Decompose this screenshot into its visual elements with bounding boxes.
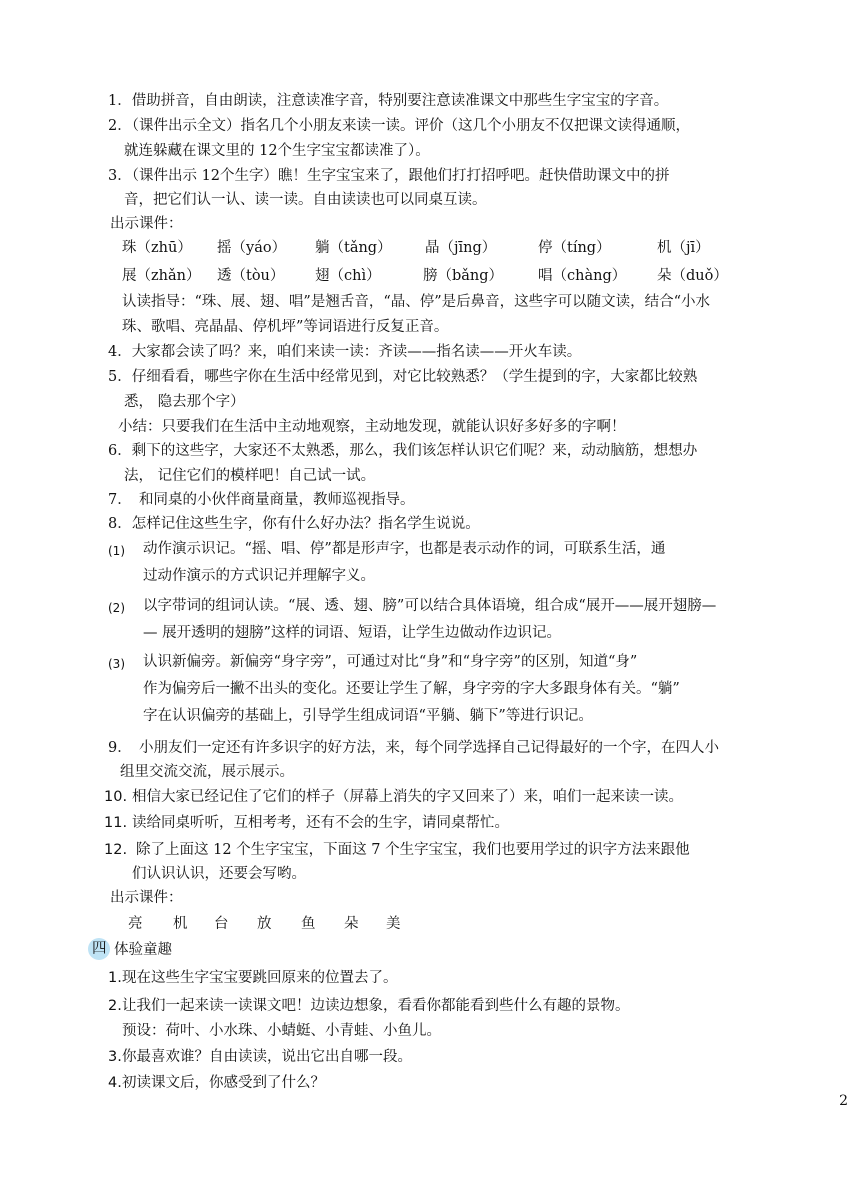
step-5-cont: 悉， 隐去那个字） — [124, 394, 245, 410]
section-title: 体验童趣 — [114, 942, 172, 958]
character: 美 — [386, 916, 401, 932]
sub-item-1-number: (1) — [108, 544, 125, 558]
show-courseware-label: 出示课件： — [110, 216, 183, 232]
show-courseware-label-2: 出示课件： — [110, 890, 183, 906]
page-number: 2 — [839, 1093, 848, 1109]
exp-2: 让我们一起来读一读课文吧！边读边想象，看看你都能看到些什么有趣的景物。 — [122, 998, 630, 1014]
pinyin-item: 翅（chì） — [315, 268, 381, 284]
step-11: 读给同桌听听，互相考考，还有不会的生字，请同桌帮忙。 — [132, 815, 509, 831]
sub-item-1-cont: 过动作演示的方式识记并理解字义。 — [143, 568, 375, 584]
step-9-cont: 组里交流交流，展示展示。 — [120, 764, 294, 780]
reading-guide-cont: 珠、歌唱、亮晶晶、停机坪”等词语进行反复正音。 — [122, 319, 449, 335]
step-3-cont: 音，把它们认一认、读一读。自由读读也可以同桌互读。 — [124, 192, 487, 208]
step-4: 4．大家都会读了吗？来，咱们来读一读：齐读——指名读——开火车读。 — [108, 344, 582, 360]
pinyin-item: 晶（jīng） — [425, 240, 497, 256]
step-9: 9． 小朋友们一定还有许多识字的好方法，来，每个同学选择自己记得最好的一个字，在四人小 — [108, 740, 719, 756]
exp-1: 现在这些生字宝宝要跳回原来的位置去了。 — [122, 970, 398, 986]
exp-2-preset: 预设：荷叶、小水珠、小蜻蜓、小青蛙、小鱼儿。 — [122, 1023, 441, 1039]
pinyin-row-2 — [0, 266, 860, 286]
pinyin-item: 唱（chàng） — [538, 268, 627, 284]
step-12-cont: 们认识认识，还要会写哟。 — [132, 866, 306, 882]
pinyin-row-1 — [0, 238, 860, 258]
exp-1-number: 1. — [108, 970, 122, 986]
character: 机 — [173, 916, 188, 932]
character: 台 — [214, 916, 229, 932]
sub-item-2-number: (2) — [108, 601, 125, 615]
character: 放 — [257, 916, 272, 932]
step-2-cont: 就连躲藏在课文里的 12个生字宝宝都读准了）。 — [124, 143, 430, 159]
pinyin-item: 透（tòu） — [217, 268, 285, 284]
pinyin-item: 停（tíng） — [538, 240, 611, 256]
sub-item-1: 动作演示识记。“摇、唱、停”都是形声字，也都是表示动作的词，可联系生活，通 — [143, 541, 666, 557]
character: 亮 — [128, 916, 143, 932]
step-10-number: 10. — [104, 789, 128, 805]
exp-4: 初读课文后，你感受到了什么？ — [122, 1075, 325, 1091]
sub-item-3-cont: 作为偏旁后一撇不出头的变化。还要让学生了解，身字旁的字大多跟身体有关。“躺” — [143, 681, 680, 697]
step-12-number: 12. — [104, 842, 128, 858]
pinyin-item: 朵（duǒ） — [657, 268, 728, 284]
character: 朵 — [344, 916, 359, 932]
pinyin-item: 展（zhǎn） — [122, 268, 201, 284]
pinyin-item: 摇（yáo） — [217, 240, 287, 256]
sub-item-3: 认识新偏旁。新偏旁“身字旁”，可通过对比“身”和“身字旁”的区别，知道“身” — [143, 654, 638, 670]
exp-3-number: 3. — [108, 1049, 122, 1065]
step-2: 2．（课件出示全文）指名几个小朋友来读一读。评价（这几个小朋友不仅把课文读得通顺， — [108, 118, 690, 134]
pinyin-item: 机（jī） — [657, 240, 710, 256]
step-1: 1．借助拼音，自由朗读，注意读准字音，特别要注意读准课文中那些生字宝宝的字音。 — [108, 93, 669, 109]
step-3: 3．（课件出示 12个生字）瞧！生字宝宝来了，跟他们打打招呼吧。赶快借助课文中的拼 — [108, 168, 670, 184]
pinyin-item: 膀（bǎng） — [423, 268, 504, 284]
sub-item-2-cont: — 展开透明的翅膀”这样的词语、短语，让学生边做动作边识记。 — [143, 625, 562, 641]
reading-guide: 认读指导：“珠、展、翅、唱”是翘舌音，“晶、停”是后鼻音，这些字可以随文读，结合“小水 — [122, 294, 711, 310]
summary: 小结：只要我们在生活中主动地观察，主动地发现，就能认识好多好多的字啊！ — [118, 419, 626, 435]
step-6-cont: 法， 记住它们的模样吧！自己试一试。 — [124, 468, 376, 484]
exp-2-number: 2. — [108, 998, 122, 1014]
exp-4-number: 4. — [108, 1075, 122, 1091]
step-10: 相信大家已经记住了它们的样子（屏幕上消失的字又回来了）来，咱们一起来读一读。 — [132, 789, 683, 805]
sub-item-3-cont-2: 字在认识偏旁的基础上，引导学生组成词语“平躺、躺下”等进行识记。 — [143, 708, 593, 724]
pinyin-item: 躺（tǎng） — [315, 240, 392, 256]
character: 鱼 — [301, 916, 316, 932]
sub-item-2: 以字带词的组词认读。“展、透、翅、膀”可以结合具体语境，组合成“展开——展开翅膀— — [143, 598, 717, 614]
pinyin-item: 珠（zhū） — [122, 240, 192, 256]
step-7: 7． 和同桌的小伙伴商量商量，教师巡视指导。 — [108, 492, 415, 508]
step-5: 5．仔细看看，哪些字你在生活中经常见到，对它比较熟悉？（学生提到的字，大家都比较熟 — [108, 369, 698, 385]
section-number: 四 — [92, 941, 107, 957]
writing-characters — [0, 914, 860, 936]
sub-item-3-number: (3) — [108, 657, 125, 671]
step-6: 6．剩下的这些字，大家还不太熟悉，那么，我们该怎样认识它们呢？来，动动脑筋，想想办 — [108, 443, 698, 459]
step-11-number: 11. — [104, 815, 128, 831]
exp-3: 你最喜欢谁？自由读读，说出它出自哪一段。 — [122, 1049, 412, 1065]
step-12: 除了上面这 12 个生字宝宝，下面这 7 个生字宝宝，我们也要用学过的识字方法来跟他 — [136, 842, 690, 858]
step-8: 8．怎样记住这些生字，你有什么好办法？指名学生说说。 — [108, 516, 480, 532]
